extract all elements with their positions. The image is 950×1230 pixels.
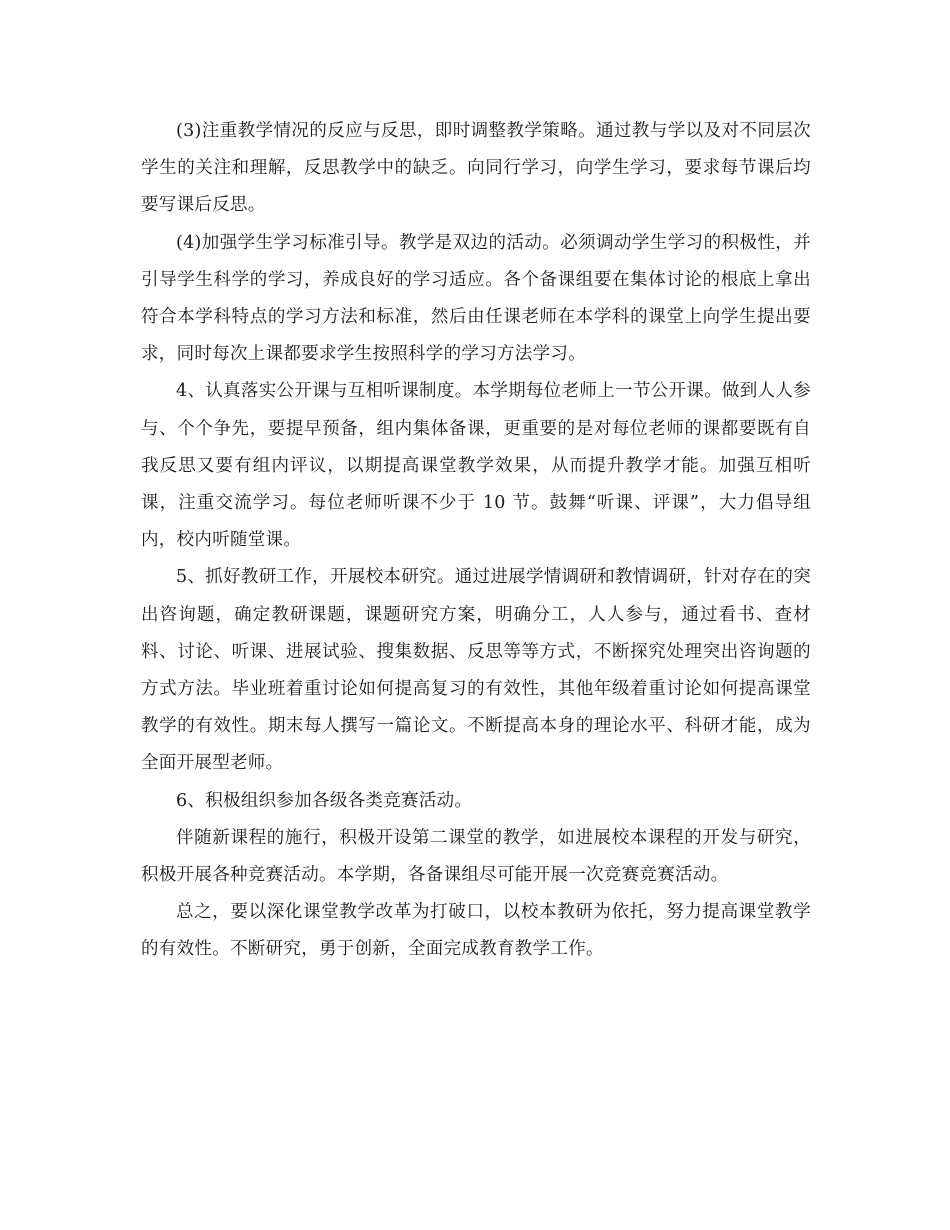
paragraph-open-class: 4、认真落实公开课与互相听课制度。本学期每位老师上一节公开课。做到人人参与、个个争先，要提早预备，组内集体备课，更重要的是对每位老师的课都要既有自我反思又要有组内评议，以期提高课堂教学效果，从而提升教学才能。加强互相听课，注重交流学习。每位老师听课不少于 10 节。鼓舞“听课、评课”，大力倡导组内，校内听随堂课。 bbox=[141, 381, 811, 551]
paragraph-competitions-heading: 6、积极组织参加各级各类竞赛活动。 bbox=[176, 790, 473, 811]
paragraph-teaching-research: 5、抓好教研工作，开展校本研究。通过进展学情调研和教情调研，针对存在的突出咨询题，确定教研课题，课题研究方案，明确分工，人人参与，通过看书、查材料、讨论、听课、进展试验、搜集数据、反思等等方式，不断探究处理突出咨询题的方式方法。毕业班着重讨论如何提高复习的有效性，其他年级着重讨论如何提高课堂教学的有效性。期末每人撰写一篇论文。不断提高本身的理论水平、科研才能，成为全面开展型老师。 bbox=[141, 567, 811, 774]
paragraph-conclusion: 总之，要以深化课堂教学改革为打破口，以校本教研为依托，努力提高课堂教学的有效性。不断研究，勇于创新，全面完成教育教学工作。 bbox=[141, 902, 811, 960]
document-body bbox=[141, 113, 811, 969]
paragraph-second-classroom: 伴随新课程的施行，积极开设第二课堂的教学，如进展校本课程的开发与研究，积极开展各种竞赛活动。本学期，各备课组尽可能开展一次竞赛竞赛活动。 bbox=[141, 827, 811, 886]
paragraph-reflection: (3)注重教学情况的反应与反思，即时调整教学策略。通过教与学以及对不同层次学生的关注和理解，反思教学中的缺乏。向同行学习，向学生学习，要求每节课后均要写课后反思。 bbox=[141, 121, 811, 216]
paragraph-study-guidance: (4)加强学生学习标准引导。教学是双边的活动。必须调动学生学习的积极性，并引导学生科学的学习，养成良好的学习适应。各个备课组要在集体讨论的根底上拿出符合本学科特点的学习方法和标准，然后由任课老师在本学科的课堂上向学生提出要求，同时每次上课都要求学生按照科学的学习方法学习。 bbox=[141, 232, 811, 365]
